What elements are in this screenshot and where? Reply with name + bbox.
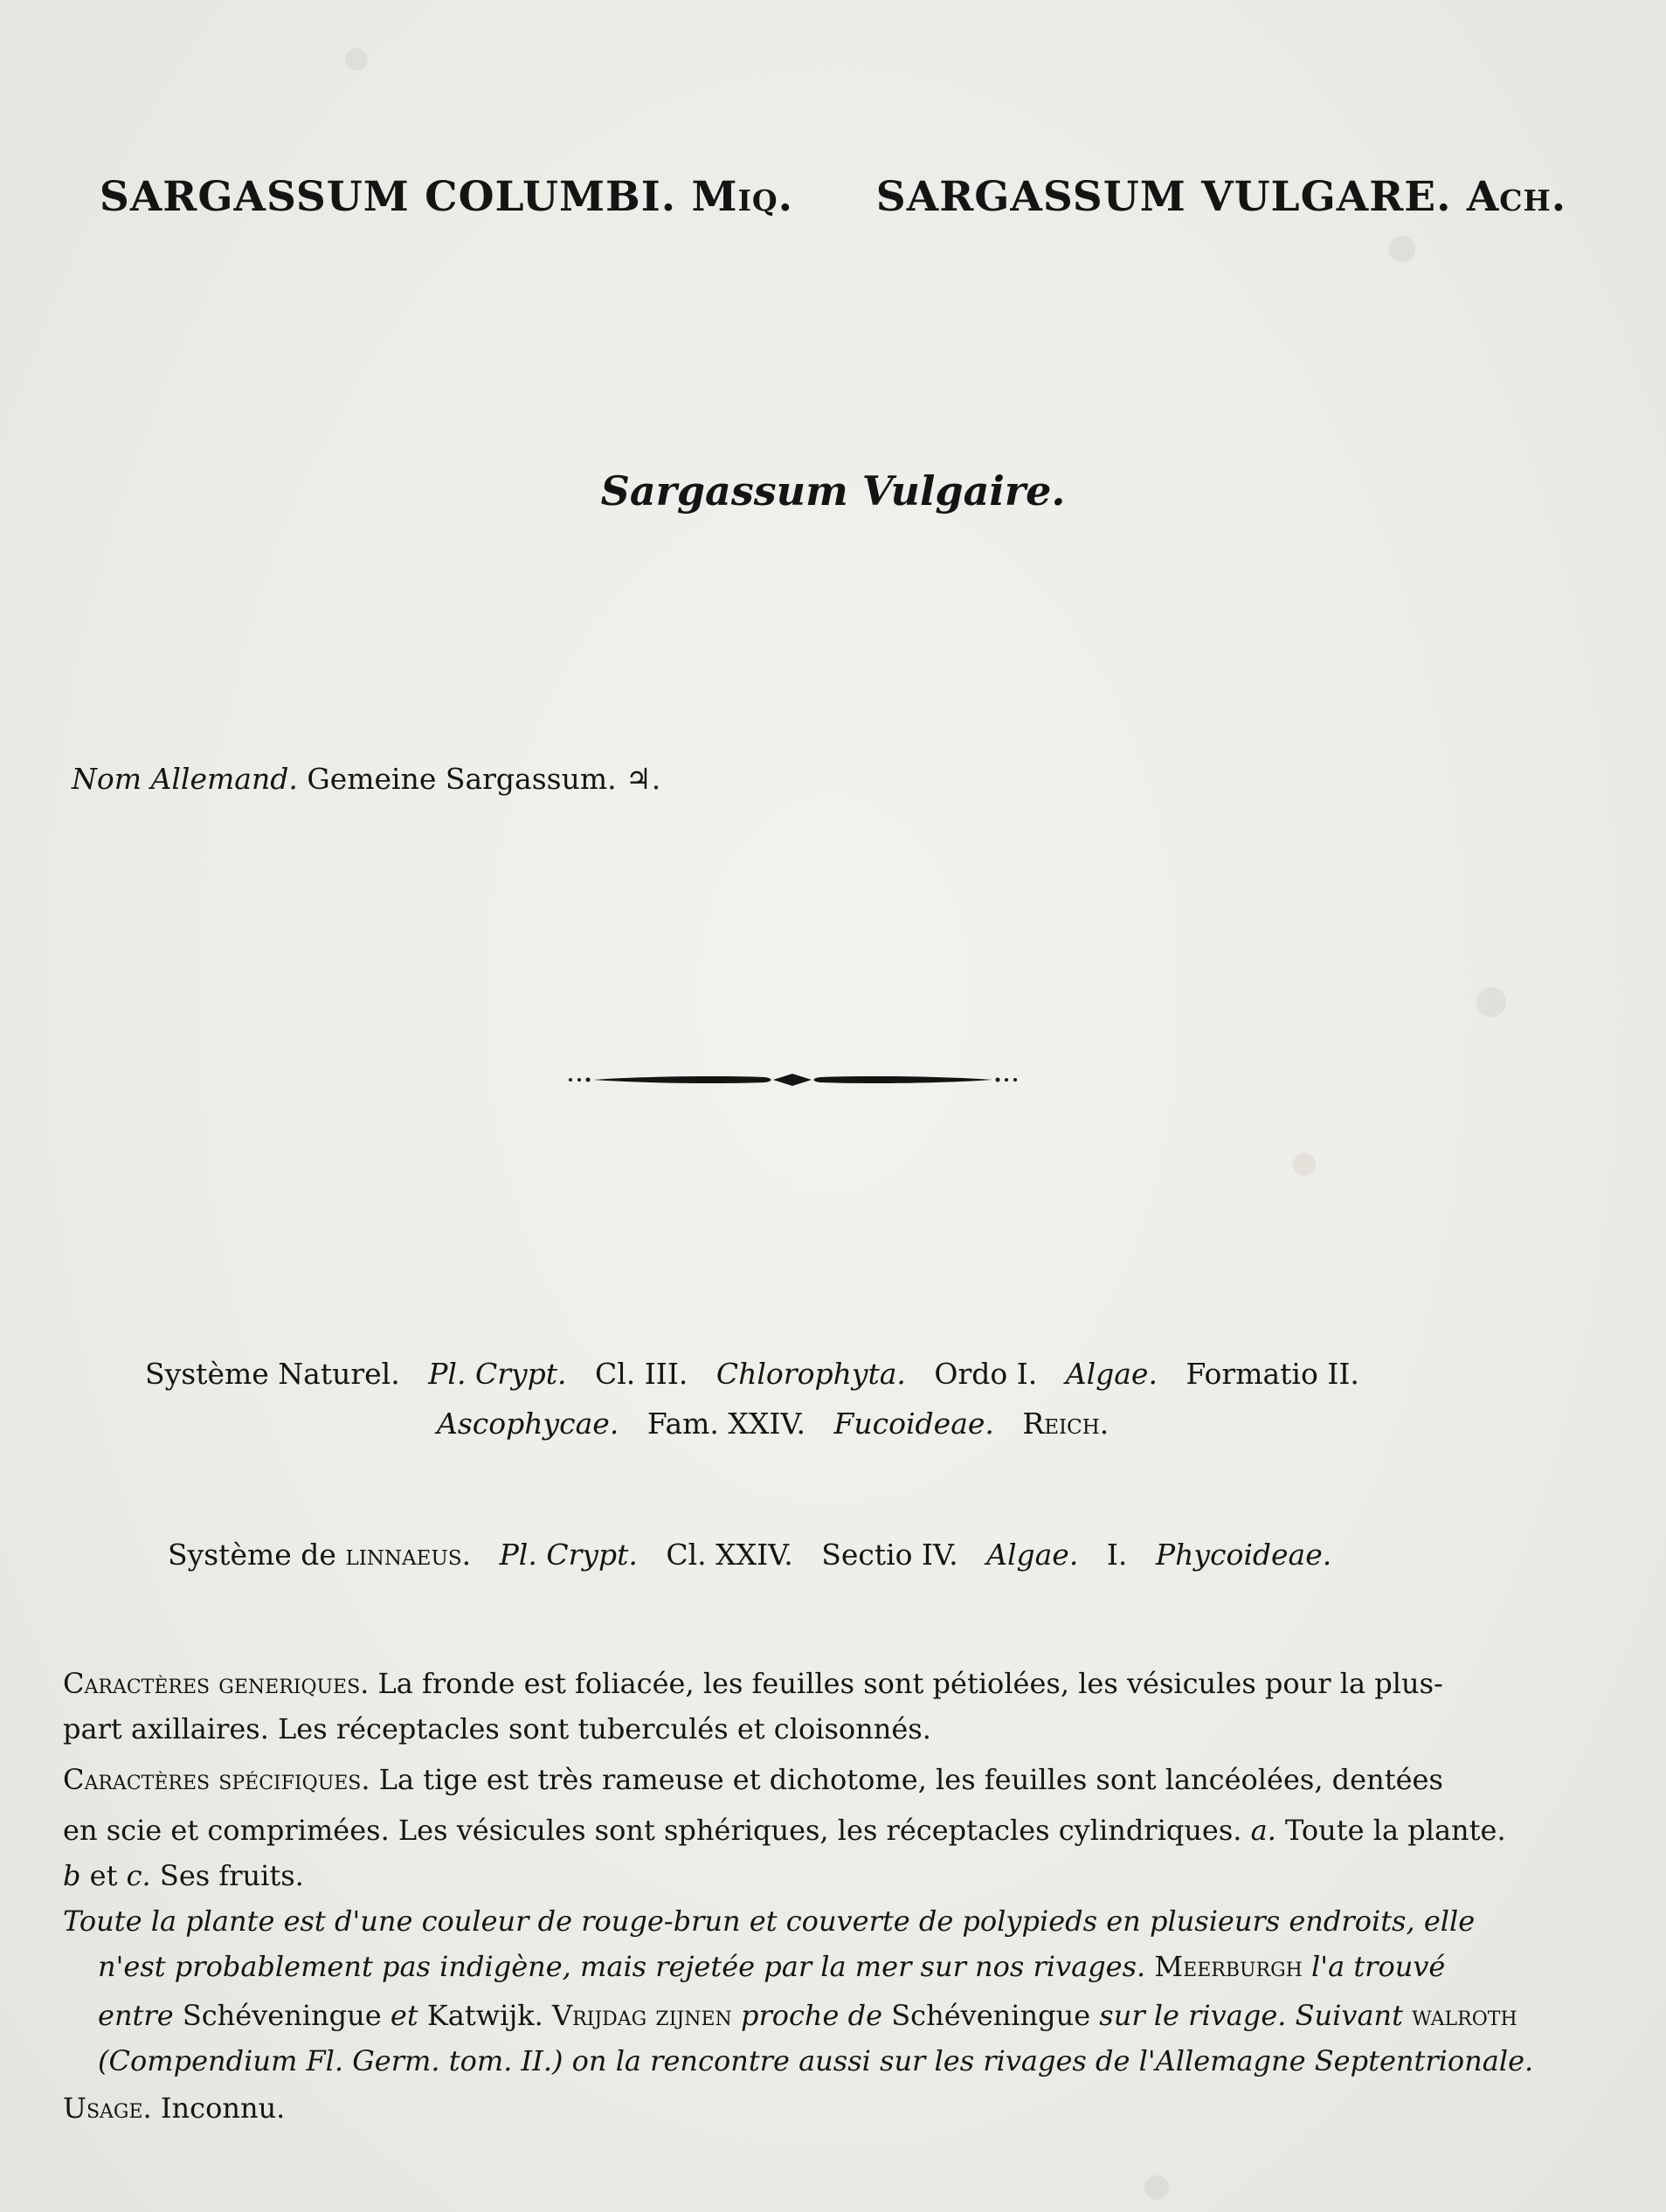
- specific-characters-line-2: [63, 1814, 1506, 1847]
- sl-pl-crypt: Pl. Crypt.: [499, 1538, 638, 1572]
- sn-ordo: Ordo I.: [934, 1357, 1038, 1391]
- perennial-symbol: ♃.: [626, 762, 661, 796]
- person-walroth: walroth: [1412, 1999, 1517, 2032]
- generic-characters-line-1: [63, 1667, 1443, 1700]
- description-text-2a: n'est probablement pas indigène, mais rejetée par la mer sur nos rivages.: [98, 1950, 1146, 1983]
- figure-ref-b: b: [63, 1859, 81, 1892]
- species-name-2: SARGASSUM VULGARE.: [875, 173, 1452, 221]
- species-name-1: SARGASSUM COLUMBI.: [99, 173, 677, 221]
- generic-characters-line-2: part axillaires. Les réceptacles sont tuberculés et cloisonnés.: [63, 1712, 931, 1745]
- sn-chlorophyta: Chlorophyta.: [715, 1357, 906, 1391]
- systeme-linnaeus-line: [168, 1538, 1331, 1572]
- description-line-3: [98, 1999, 1517, 2032]
- place-katwijk: Katwijk.: [426, 1999, 543, 2032]
- paper-stain: [1144, 2175, 1169, 2200]
- sn-fucoideae: Fucoideae.: [833, 1407, 994, 1441]
- specific-characters-line-1: [63, 1763, 1443, 1796]
- figure-ref-a: a.: [1250, 1814, 1276, 1847]
- paper-stain: [1476, 987, 1506, 1017]
- sl-algae: Algae.: [986, 1538, 1079, 1572]
- sn-ascophycae: Ascophycae.: [437, 1407, 619, 1441]
- systeme-naturel-line-2: [437, 1407, 1109, 1441]
- sn-class: Cl. III.: [594, 1357, 688, 1391]
- person-meerburgh: Meerburgh: [1154, 1950, 1303, 1983]
- specific-text-3b: et: [89, 1859, 118, 1892]
- description-line-4: (Compendium Fl. Germ. tom. II.) on la rencontre aussi sur les rivages de l'Allemagne Septentrionale.: [98, 2044, 1534, 2077]
- description-text-3c: et: [390, 1999, 418, 2032]
- specific-text-3d: Ses fruits.: [159, 1859, 304, 1892]
- ornament-divider-icon: [563, 1068, 1022, 1092]
- specific-text-2c: Toute la plante.: [1285, 1814, 1506, 1847]
- description-text-2c: l'a trouvé: [1311, 1950, 1446, 1983]
- usage-line: [63, 2091, 285, 2125]
- sn-algae: Algae.: [1065, 1357, 1158, 1391]
- usage-value: Inconnu.: [160, 2091, 286, 2125]
- author-2: Ach.: [1466, 173, 1567, 221]
- specific-text-2a: en scie et comprimées. Les vésicules sont sphériques, les réceptacles cylindriques.: [63, 1814, 1242, 1847]
- french-name: Sargassum Vulgaire.: [600, 467, 1066, 515]
- place-scheveningue-2: Schéveningue: [891, 1999, 1091, 2032]
- description-line-2: [98, 1950, 1445, 1983]
- sn-family: Fam. XXIV.: [646, 1407, 805, 1441]
- specific-characters-line-3: [63, 1859, 304, 1892]
- description-text-3a: entre: [98, 1999, 174, 2032]
- german-name-line: [72, 762, 660, 796]
- sl-label-a: Système de: [168, 1538, 336, 1572]
- place-scheveningue: Schéveningue: [182, 1999, 382, 2032]
- sn-formatio: Formatio II.: [1186, 1357, 1359, 1391]
- paper-stain: [1389, 236, 1415, 262]
- description-text-3h: sur le rivage. Suivant: [1099, 1999, 1403, 2032]
- description-line-1: Toute la plante est d'une couleur de rouge-brun et couverte de polypieds en plusieurs endroits, elle: [63, 1904, 1476, 1938]
- person-vrijdag-zijnen: Vrijdag zijnen: [551, 1999, 732, 2032]
- author-1: Miq.: [691, 173, 794, 221]
- generic-characters-label: Caractères generiques.: [63, 1667, 370, 1700]
- sl-class: Cl. XXIV.: [666, 1538, 793, 1572]
- specific-characters-label: Caractères spécifiques.: [63, 1763, 370, 1796]
- specific-characters-text-1: La tige est très rameuse et dichotome, les feuilles sont lancéolées, dentées: [378, 1763, 1443, 1796]
- paper-stain: [345, 48, 368, 71]
- sl-num: I.: [1106, 1538, 1128, 1572]
- paper-stain: [1293, 1153, 1316, 1176]
- sn-reich: Reich.: [1022, 1407, 1110, 1441]
- figure-ref-c: c.: [126, 1859, 151, 1892]
- sl-phycoideae: Phycoideae.: [1155, 1538, 1332, 1572]
- sl-sectio: Sectio IV.: [821, 1538, 958, 1572]
- systeme-naturel-label: Système Naturel.: [145, 1357, 400, 1391]
- description-text-3f: proche de: [740, 1999, 883, 2032]
- german-name-value: Gemeine Sargassum.: [307, 762, 617, 796]
- sl-label-b: linnaeus.: [345, 1538, 472, 1572]
- sn-pl-crypt: Pl. Crypt.: [428, 1357, 567, 1391]
- systeme-naturel-line-1: [145, 1357, 1359, 1391]
- page-title: [0, 173, 1666, 221]
- generic-characters-text-1: La fronde est foliacée, les feuilles sont pétiolées, les vésicules pour la plus-: [377, 1667, 1443, 1700]
- usage-label: Usage.: [63, 2091, 152, 2125]
- german-name-label: Nom Allemand.: [72, 762, 298, 796]
